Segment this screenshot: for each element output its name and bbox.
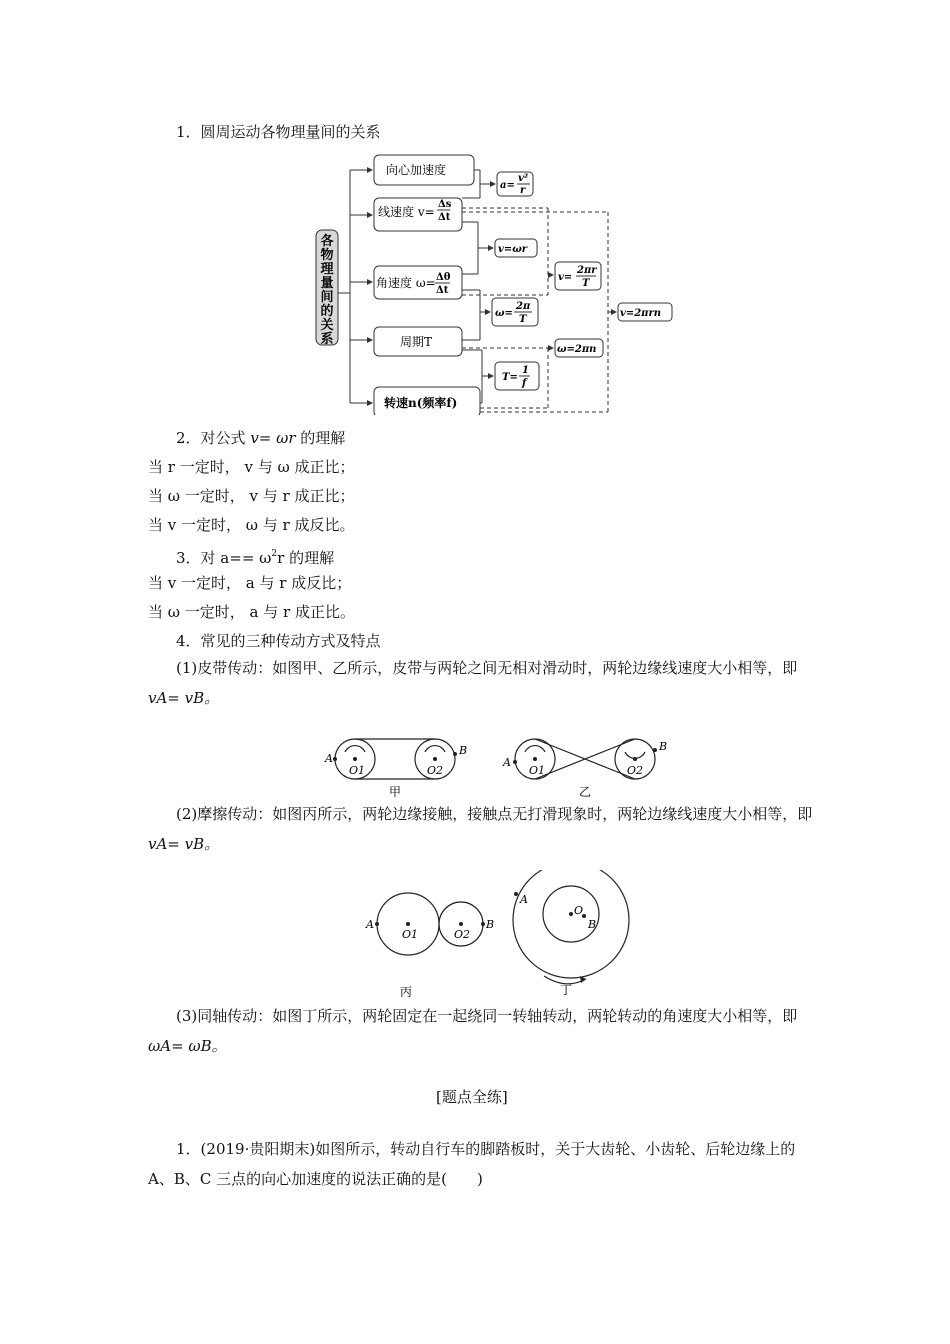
belt-figures: [315, 730, 695, 800]
section-2-line-2: 当 ω 一定时， v 与 r 成正比；: [148, 487, 355, 505]
node-lin-den: Δt: [438, 212, 451, 223]
node-ang-den: Δt: [436, 285, 449, 296]
section-3-title-b: r 的理解: [277, 549, 335, 567]
yi-label-O1: O1: [529, 764, 546, 777]
main-label-char-2: 物: [320, 248, 334, 263]
main-label-char-6: 的: [320, 304, 334, 319]
main-label-char-1: 各: [320, 234, 334, 249]
formula-T-lhs: T=: [502, 372, 518, 383]
jia-label-O1: O1: [349, 764, 366, 777]
formula-w-lhs: ω=: [495, 308, 513, 319]
section-2-title-formula: v= ωr: [250, 429, 296, 447]
section-2-line-1: 当 r 一定时， v 与 ω 成正比；: [148, 458, 355, 476]
belt-text: (1)皮带传动：如图甲、乙所示，皮带与两轮之间无相对滑动时，两轮边缘线速度大小相等，即: [176, 659, 798, 677]
friction-coaxial-figures: [360, 870, 630, 1000]
section-2-line-3: 当 v 一定时， ω 与 r 成反比。: [148, 516, 355, 534]
node-lin-num: Δs: [438, 199, 452, 210]
node-freq-label: 转速n(频率f): [384, 396, 458, 410]
formula-v-wr: v=ωr: [498, 244, 527, 255]
section-3-title-a: 3．对 a== ω: [176, 549, 272, 567]
coaxial-paragraph: [148, 1001, 813, 1061]
friction-equation: vA= vB。: [148, 835, 220, 853]
section-3-title-sup: 2: [271, 549, 278, 559]
relationship-diagram: [310, 150, 675, 415]
section-3-line-1: 当 v 一定时， a 与 r 成反比；: [148, 574, 352, 592]
belt-paragraph: [148, 653, 813, 713]
node-period-label: 周期T: [400, 335, 433, 349]
main-label-char-8: 系: [320, 332, 334, 347]
ding-caption: 丁: [560, 983, 573, 997]
coaxial-equation: ωA= ωB。: [148, 1037, 227, 1055]
main-label-char-5: 间: [320, 290, 334, 305]
formula-w-2pin: ω=2πn: [557, 344, 597, 355]
main-label-char-7: 关: [320, 318, 334, 333]
question-1: 1．(2019·贵阳期末)如图所示，转动自行车的脚踏板时，关于大齿轮、小齿轮、后轮边缘上的 A、B、C 三点的向心加速度的说法正确的是( ): [148, 1140, 796, 1188]
node-ang-label: 角速度 ω=: [376, 276, 436, 290]
bing-caption: 丙: [400, 985, 413, 999]
section-1-title: 1．圆周运动各物理量间的关系: [176, 123, 381, 141]
formula-v-2pirn: v=2πrn: [620, 308, 662, 319]
belt-equation: vA= vB。: [148, 689, 220, 707]
yi-label-O2: O2: [627, 764, 644, 777]
bing-label-O2: O2: [454, 928, 471, 941]
formula-v-den: T: [582, 278, 590, 289]
formula-a-num: v²: [518, 173, 529, 184]
jia-caption: 甲: [389, 785, 402, 799]
formula-v-num: 2πr: [577, 265, 597, 276]
yi-caption: 乙: [579, 785, 592, 799]
bing-label-O1: O1: [402, 928, 419, 941]
section-2-title-b: 的理解: [295, 429, 346, 447]
bing-label-B: B: [486, 918, 495, 931]
formula-v-lhs: v=: [558, 272, 573, 283]
jia-label-A: A: [325, 752, 333, 765]
practice-header: [题点全练]: [436, 1088, 508, 1106]
node-ang-num: Δθ: [436, 272, 451, 283]
jia-label-B: B: [459, 744, 468, 757]
jia-label-O2: O2: [427, 764, 444, 777]
formula-a-lhs: a=: [500, 180, 515, 191]
formula-T-num: 1: [522, 365, 529, 376]
bing-label-A: A: [366, 918, 374, 931]
friction-text: (2)摩擦传动：如图丙所示，两轮边缘接触，接触点无打滑现象时，两轮边缘线速度大小相等，即: [176, 805, 813, 823]
ding-label-A: A: [520, 893, 528, 906]
formula-w-den: T: [519, 314, 527, 325]
yi-label-A: A: [503, 756, 511, 769]
node-lin-label: 线速度 v=: [378, 205, 435, 219]
formula-w-num: 2π: [516, 301, 531, 312]
section-4-title: 4．常见的三种传动方式及特点: [176, 632, 381, 650]
ding-label-O: O: [574, 904, 584, 917]
formula-T-den: f: [522, 378, 527, 389]
section-3-title: [176, 544, 334, 568]
section-2-title: [176, 428, 345, 448]
main-label-char-3: 理: [320, 262, 334, 277]
section-2-title-a: 2．对公式: [176, 429, 251, 447]
ding-label-B: B: [588, 918, 597, 931]
node-acc-label: 向心加速度: [386, 163, 447, 177]
yi-label-B: B: [659, 740, 668, 753]
main-label-char-4: 量: [320, 276, 334, 291]
friction-paragraph: [148, 799, 813, 859]
section-3-line-2: 当 ω 一定时， a 与 r 成正比。: [148, 603, 355, 621]
formula-a-den: r: [520, 185, 526, 196]
coaxial-text: (3)同轴传动：如图丁所示，两轮固定在一起绕同一转轴转动，两轮转动的角速度大小相等，即: [176, 1007, 798, 1025]
